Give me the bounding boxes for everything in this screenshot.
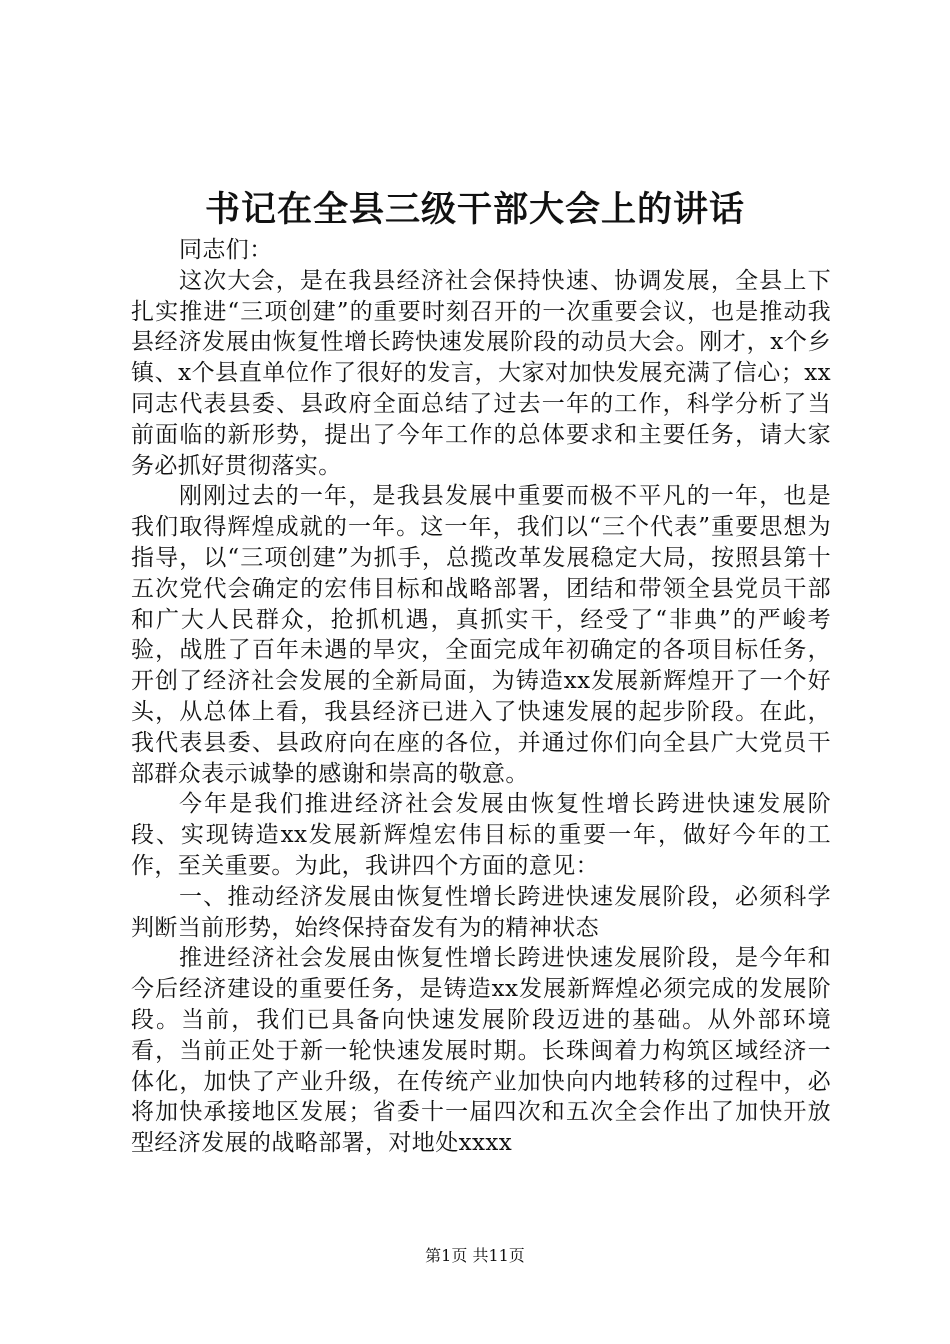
salutation: 同志们： [179, 237, 273, 263]
paragraph-2: 刚刚过去的一年，是我县发展中重要而极不平凡的一年，也是我们取得辉煌成就的一年。这一年，我们以“三个代表”重要思想为指导，以“三项创建”为抓手，总揽改革发展稳定大局，按照县第十五次党代会确定的宏伟目标和战略部署，团结和带领全县党员干部和广大人民群众，抢抓机遇，真抓实干，经受了“非典”的严峻考验，战胜了百年未遇的旱灾，全面完成年初确定的各项目标任务，开创了经济社会发展的全新局面，为铸造xx发展新辉煌开了一个好头，从总体上看，我县经济已进入了快速发展的起步阶段。在此，我代表县委、县政府向在座的各位，并通过你们向全县广大党员干部群众表示诚挚的感谢和崇高的敬意。 [131, 483, 831, 787]
document-title: 书记在全县三级干部大会上的讲话 [204, 189, 745, 230]
paragraph-1: 这次大会，是在我县经济社会保持快速、协调发展，全县上下扎实推进“三项创建”的重要时刻召开的一次重要会议，也是推动我县经济发展由恢复性增长跨快速发展阶段的动员大会。刚才，x个乡镇、x个县直单位作了很好的发言，大家对加快发展充满了信心；xx同志代表县委、县政府全面总结了过去一年的工作，科学分析了当前面临的新形势，提出了今年工作的总体要求和主要任务，请大家务必抓好贯彻落实。 [131, 267, 831, 479]
paragraph-3: 今年是我们推进经济社会发展由恢复性增长跨进快速发展阶段、实现铸造xx发展新辉煌宏伟目标的重要一年，做好今年的工作，至关重要。为此，我讲四个方面的意见： [131, 791, 831, 879]
paragraph-4: 推进经济社会发展由恢复性增长跨进快速发展阶段，是今年和今后经济建设的重要任务，是铸造xx发展新辉煌必须完成的发展阶段。当前，我们已具备向快速发展阶段迈进的基础。从外部环境看，当前正处于新一轮快速发展时期。长珠闽着力构筑区域经济一体化，加快了产业升级，在传统产业加快向内地转移的过程中，必将加快承接地区发展；省委十一届四次和五次全会作出了加快开放型经济发展的战略部署，对地处xxxx [131, 945, 831, 1157]
section-heading-1: 一、推动经济发展由恢复性增长跨进快速发展阶段，必须科学判断当前形势，始终保持奋发有为的精神状态 [131, 883, 831, 941]
document-body [131, 235, 831, 1159]
page-footer: 第1页 共11页 [425, 1246, 525, 1265]
